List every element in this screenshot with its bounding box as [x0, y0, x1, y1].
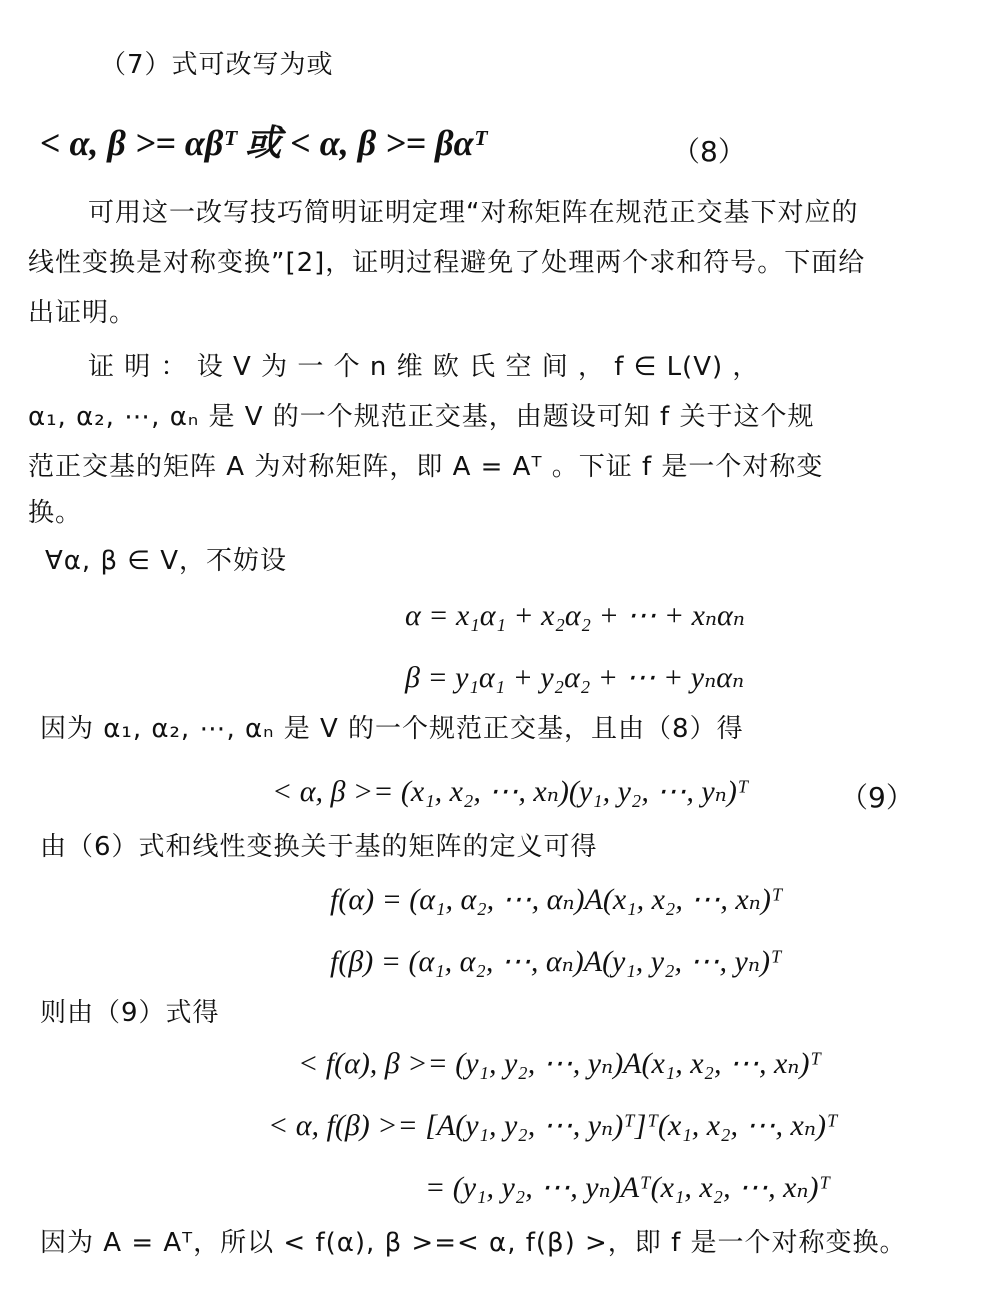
- equation-g2: < α, f(β) >= [A(y₁, y₂, ⋯, yₙ)ᵀ]ᵀ(x₁, x₂, ⋯, xₙ)ᵀ: [268, 1109, 838, 1142]
- equation-beta: β = y₁α₁ + y₂α₂ + ⋯ + yₙαₙ: [405, 661, 745, 694]
- paragraph-line: 范正交基的矩阵 A 为对称矩阵，即 A = Aᵀ 。下证 f 是一个对称变: [28, 452, 824, 482]
- paragraph-line: ∀α, β ∈ V，不妨设: [45, 546, 288, 576]
- equation-f-beta: f(β) = (α₁, α₂, ⋯, αₙ)A(y₁, y₂, ⋯, yₙ)ᵀ: [330, 945, 782, 978]
- paragraph-line: 因为 α₁, α₂, ⋯, αₙ 是 V 的一个规范正交基，且由（8）得: [40, 714, 744, 744]
- equation-8: < α, β >= αβᵀ 或 < α, β >= βαᵀ: [40, 123, 487, 163]
- paragraph-line: 则由（9）式得: [40, 998, 220, 1028]
- equation-f-alpha: f(α) = (α₁, α₂, ⋯, αₙ)A(x₁, x₂, ⋯, xₙ)ᵀ: [330, 883, 783, 916]
- paragraph-line: 线性变换是对称变换”[2]，证明过程避免了处理两个求和符号。下面给: [28, 248, 866, 278]
- paragraph-line: 证 明 ： 设 V 为 一 个 n 维 欧 氏 空 间 ， f ∈ L(V) ，: [88, 352, 760, 382]
- equation-9: < α, β >= (x₁, x₂, ⋯, xₙ)(y₁, y₂, ⋯, yₙ)ᵀ: [272, 775, 749, 808]
- paragraph-line: 出证明。: [28, 298, 137, 328]
- equation-alpha: α = x₁α₁ + x₂α₂ + ⋯ + xₙαₙ: [405, 599, 745, 632]
- paragraph-line: 因为 A = Aᵀ，所以 < f(α), β >=< α, f(β) >，即 f 是一个对称变换。: [40, 1228, 907, 1258]
- equation-g1: < f(α), β >= (y₁, y₂, ⋯, yₙ)A(x₁, x₂, ⋯, xₙ)ᵀ: [298, 1047, 822, 1080]
- equation-g3: = (y₁, y₂, ⋯, yₙ)Aᵀ(x₁, x₂, ⋯, xₙ)ᵀ: [425, 1171, 831, 1204]
- equation-number: （9）: [840, 781, 914, 814]
- paragraph-line: α₁, α₂, ⋯, αₙ 是 V 的一个规范正交基，由题设可知 f 关于这个规: [28, 402, 815, 432]
- paragraph-line: 换。: [28, 498, 83, 528]
- equation-number: （8）: [672, 135, 746, 168]
- paragraph-line: 由（6）式和线性变换关于基的矩阵的定义可得: [40, 832, 598, 862]
- text-line: （7）式可改写为或: [100, 50, 334, 80]
- paragraph-line: 可用这一改写技巧简明证明定理“对称矩阵在规范正交基下对应的: [88, 198, 859, 228]
